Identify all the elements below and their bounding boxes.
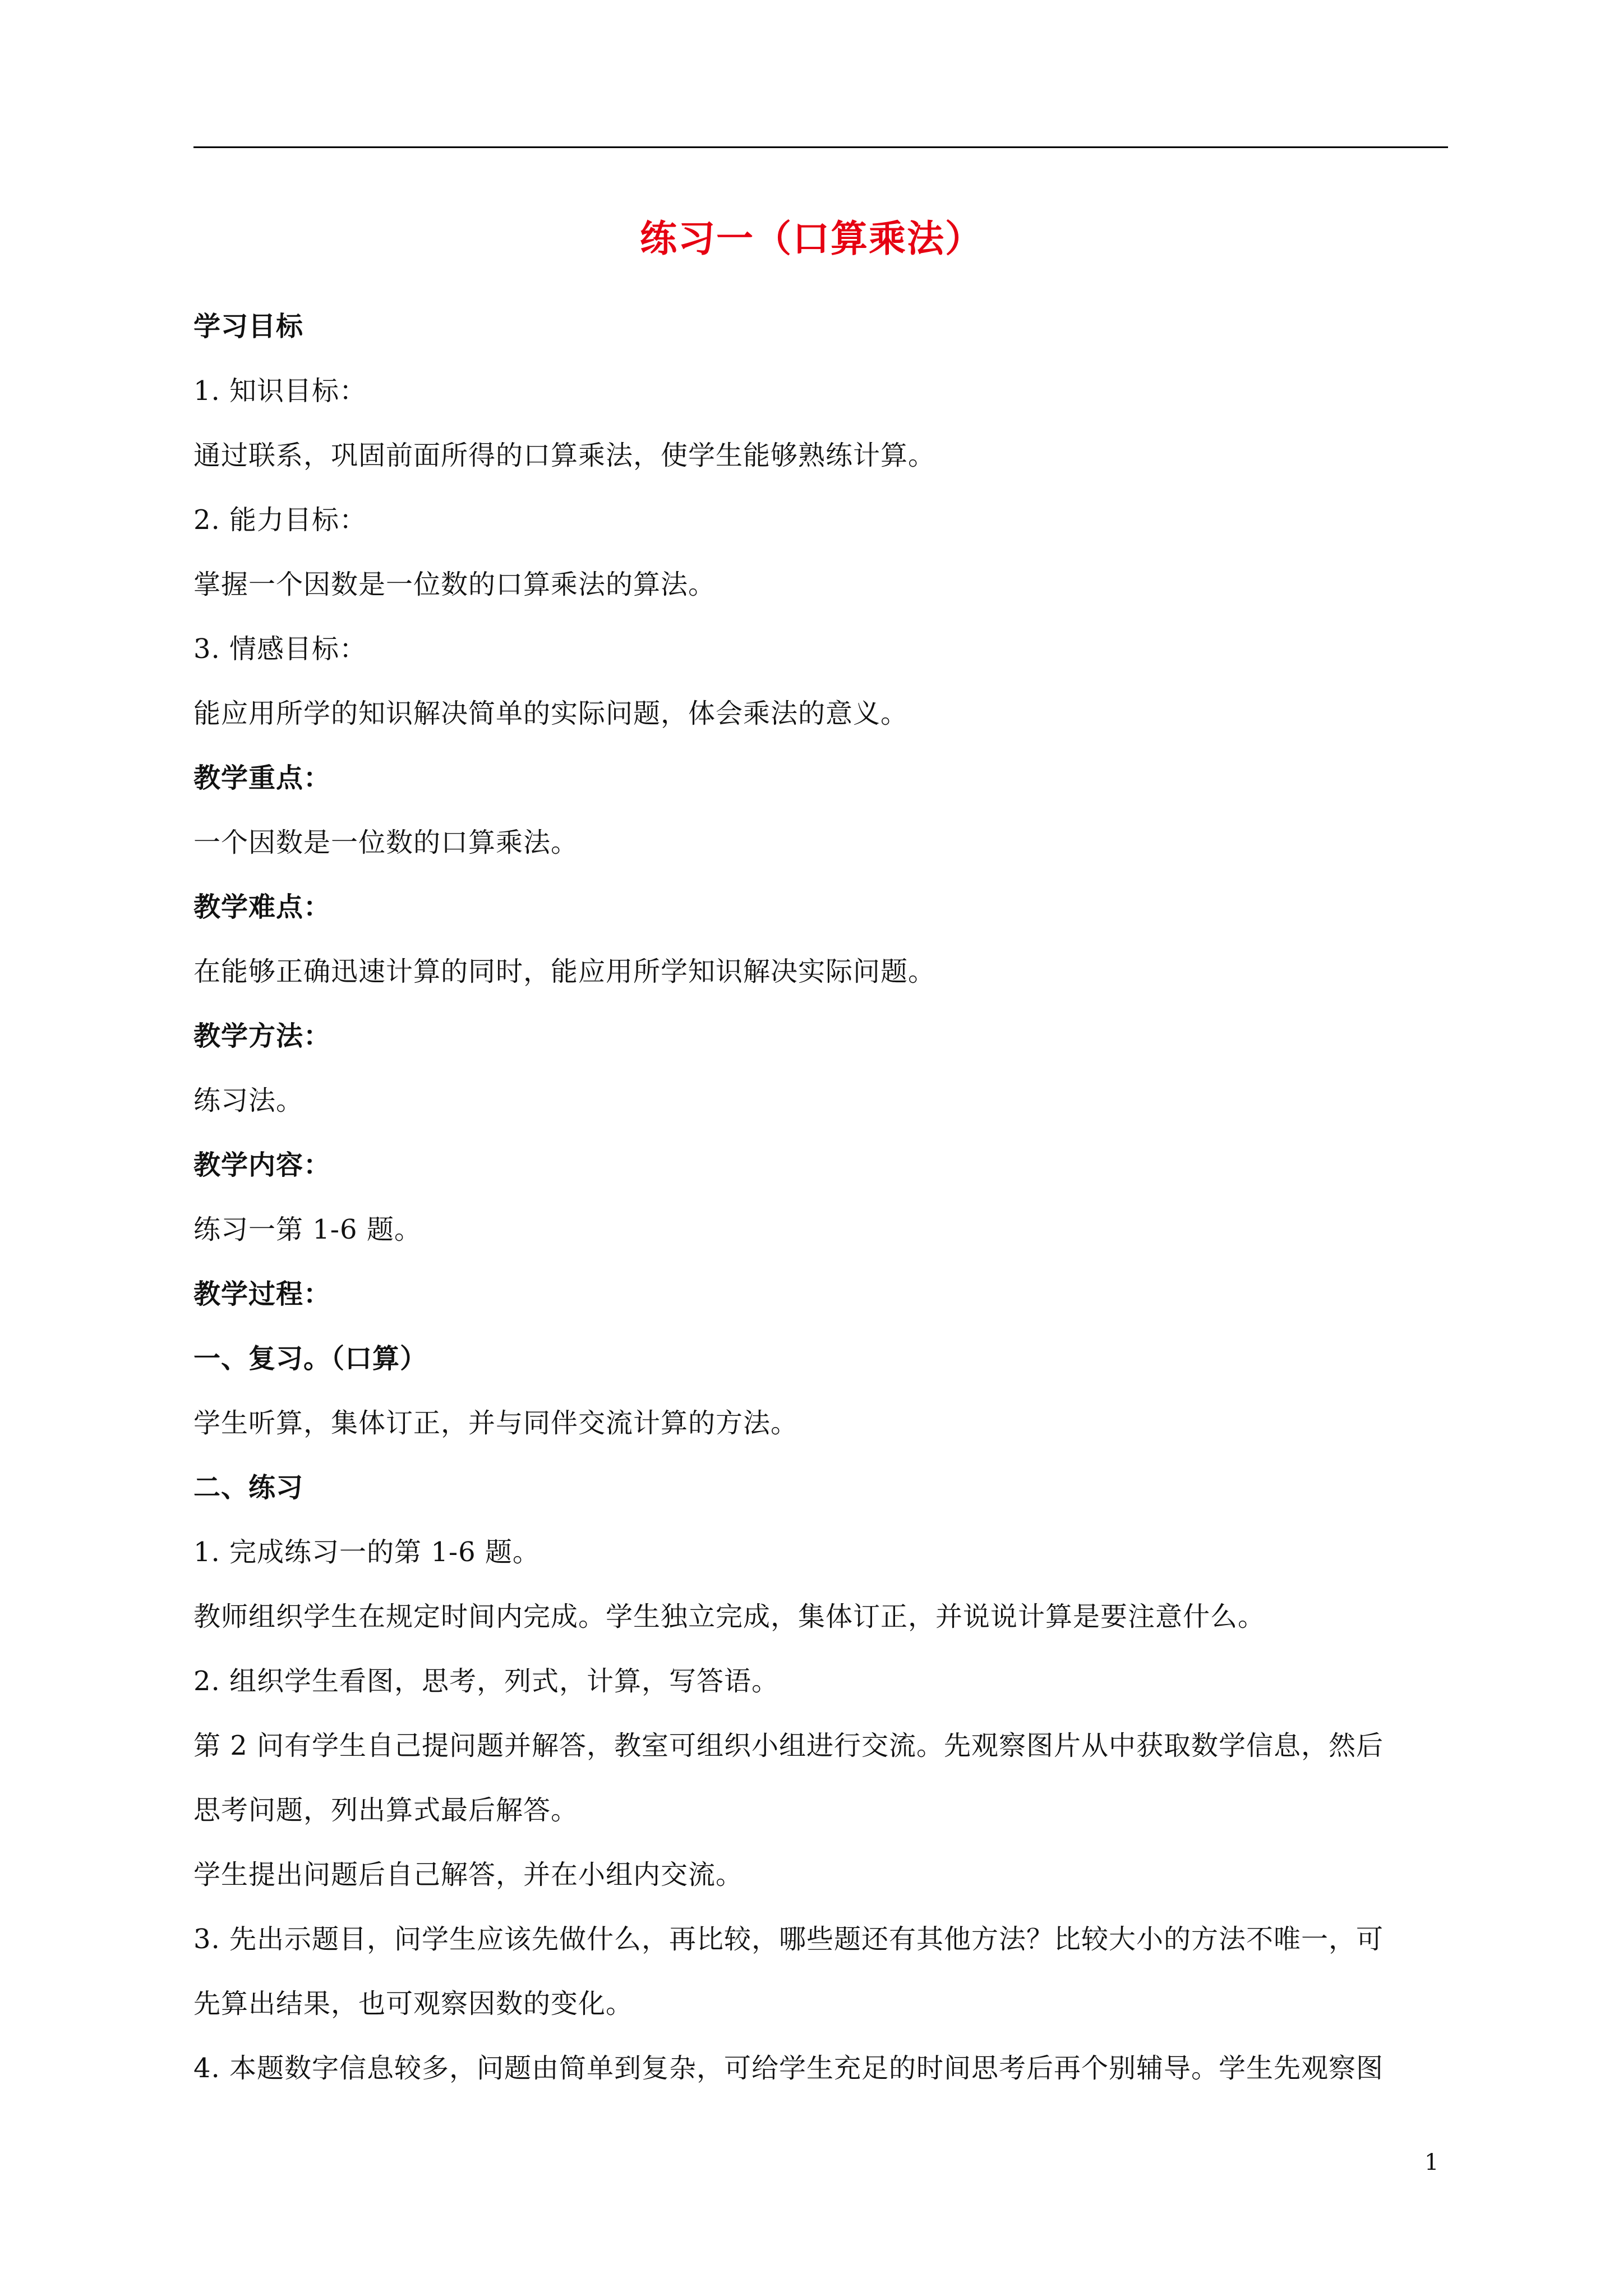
section-heading: 教学方法： [193,1020,331,1052]
paragraph-line: 掌握一个因数是一位数的口算乘法的算法。 [193,569,716,600]
paragraph-line: 3. 情感目标： [193,633,367,665]
paragraph-line: 思考问题，列出算式最后解答。 [193,1795,579,1826]
paragraph-line: 先算出结果，也可观察因数的变化。 [193,1988,634,2019]
document-body [193,295,1448,2101]
paragraph-line: 练习法。 [193,1085,304,1116]
paragraph-line: 学生提出问题后自己解答，并在小组内交流。 [193,1859,744,1890]
section-heading: 教学内容： [193,1149,331,1181]
paragraph-line: 学生听算，集体订正，并与同伴交流计算的方法。 [193,1407,799,1439]
document-title: 练习一（口算乘法） [640,217,983,260]
paragraph-line: 1. 完成练习一的第 1-6 题。 [193,1536,540,1568]
paragraph-line: 1. 知识目标： [193,375,367,407]
paragraph-line: 第 2 问有学生自己提问题并解答，教室可组织小组进行交流。先观察图片从中获取数学信息，然后 [193,1730,1384,1761]
section-heading: 教学过程： [193,1278,331,1310]
paragraph-line: 2. 组织学生看图，思考，列式，计算，写答语。 [193,1665,780,1697]
header-rule [193,146,1448,148]
paragraph-line: 教师组织学生在规定时间内完成。学生独立完成，集体订正，并说说计算是要注意什么。 [193,1601,1266,1632]
paragraph-line: 一个因数是一位数的口算乘法。 [193,827,579,858]
section-heading: 教学难点： [193,891,331,923]
paragraph-line: 3. 先出示题目，问学生应该先做什么，再比较，哪些题还有其他方法？比较大小的方法不唯一，可 [193,1924,1384,1955]
paragraph-line: 2. 能力目标： [193,504,367,536]
page-number: 1 [1424,2150,1439,2175]
paragraph-line: 通过联系，巩固前面所得的口算乘法，使学生能够熟练计算。 [193,440,936,471]
paragraph-line: 在能够正确迅速计算的同时，能应用所学知识解决实际问题。 [193,956,936,987]
paragraph-line: 4. 本题数字信息较多，问题由简单到复杂，可给学生充足的时间思考后再个别辅导。学生先观察图 [193,2053,1384,2084]
section-heading: 一、复习。（口算） [193,1343,428,1374]
section-heading: 教学重点： [193,762,331,794]
paragraph-line: 能应用所学的知识解决简单的实际问题，体会乘法的意义。 [193,698,909,729]
paragraph-line: 练习一第 1-6 题。 [193,1214,422,1245]
section-heading: 学习目标 [193,311,304,342]
section-heading: 二、练习 [193,1472,304,1503]
